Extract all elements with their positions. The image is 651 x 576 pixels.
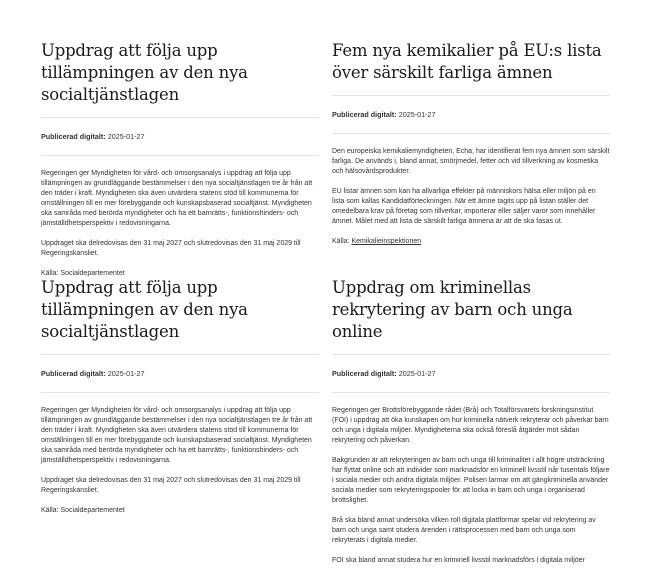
paragraph: FOI ska bland annat studera hur en kriminell livsstil marknadsförs i digitala miljöer	[332, 557, 585, 564]
published-date: 2025-01-27	[398, 110, 436, 119]
article-body	[41, 406, 319, 496]
source-name: Socialdepartementet	[60, 270, 125, 277]
paragraph: Uppdraget ska delredovisas den 31 maj 2027 och slutredovisas den 31 maj 2029 till Regeringskansliet.	[41, 477, 301, 494]
paragraph: EU listar ämnen som kan ha allvarliga effekter på människors hälsa eller miljön på en lista som kallas Kandidatförteckningen. När ett ämne tagits upp på listan ställer det omedelbara krav på företag som tillverkar, importerar eller säljer varor som innehåller ämnet. Målet med att lista de särskilt farliga ämnena är att de ska fasas ut.	[332, 188, 596, 225]
paragraph: Brå ska bland annat undersöka vilken roll digitala plattformar spelar vid rekrytering av barn och unga samt studera ärenden i rättsprocessen med barn och unga som rekryterats i digitala medier.	[332, 517, 596, 544]
publish-info	[332, 355, 610, 392]
published-label: Publicerad digitalt:	[41, 132, 106, 141]
paragraph: Bakgrunden är att rekryteringen av barn och unga till kriminalitet i allt högre utsträckning har flyttat online och att individer som marknadsför en kriminell livsstil når tusentals följare i sociala medier och andra digitala miljöer. Polisen larmar om att gängkriminella använder sociala medier som rekryteringspooler för att locka in barn och unga i organiserad brottslighet.	[332, 457, 610, 504]
publish-info	[41, 355, 319, 392]
divider	[332, 133, 610, 134]
paragraph: Regeringen ger Myndigheten för vård- och omsorgsanalys i uppdrag att följa upp tillämpningen av grundläggande bestämmelser i den nya socialtjänstlagen tre år från att den träder i kraft. Myndigheten ska även utvärdera statens stöd till kommunerna för omställningen till en mer förebyggande och kunskapsbaserad socialtjänst. Myndigheten ska samråda med berörda myndigheter och ha ett barnrätts-, funktionshinders- och jämställdhetsperspektiv i redovisningarna.	[41, 170, 313, 227]
news-article	[41, 277, 319, 516]
article-body	[332, 406, 610, 566]
article-title[interactable]: Fem nya kemikalier på EU:s lista över särskilt farliga ämnen	[332, 41, 602, 82]
source-label: Källa:	[41, 270, 59, 277]
paragraph: Uppdraget ska delredovisas den 31 maj 2027 och slutredovisas den 31 maj 2029 till Regeringskansliet.	[41, 240, 301, 257]
paragraph: Den europeiska kemikaliemyndigheten, Echa, har identifierat fem nya ämnen som särskilt farliga. De används i, bland annat, smörjmedel, fetter och vid tillverkning av kosmetika och hälsovårdsprodukter.	[332, 148, 610, 175]
paragraph: Regeringen ger Myndigheten för vård- och omsorgsanalys i uppdrag att följa upp tillämpningen av grundläggande bestämmelser i den nya socialtjänstlagen tre år från att den träder i kraft. Myndigheten ska även utvärdera statens stöd till kommunerna för omställningen till en mer förebyggande och kunskapsbaserad socialtjänst. Myndigheten ska samråda med berörda myndigheter och ha ett barnrätts-, funktionshinders- och jämställdhetsperspektiv i redovisningarna.	[41, 407, 313, 464]
published-label: Publicerad digitalt:	[41, 369, 106, 378]
source-link[interactable]: Kemikalieinspektionen	[351, 238, 422, 245]
paragraph: Regeringen ger Brottsförebyggande rådet (Brå) och Totalförsvarets forskningsinstitut (FOI) i uppdrag att öka kunskapen om hur kriminella nätverk rekryterar och påverkar barn och unga i digitala miljöer. Myndigheterna ska också föreslå åtgärder mot sådan rekrytering och påverkan.	[332, 407, 609, 444]
article-body	[41, 169, 319, 259]
source-name: Socialdepartementet	[60, 507, 125, 514]
published-label: Publicerad digitalt:	[332, 369, 397, 378]
divider	[41, 392, 319, 393]
divider	[332, 392, 610, 393]
article-title[interactable]: Uppdrag att följa upp tillämpningen av den nya socialtjänstlagen	[41, 41, 248, 104]
article-body	[332, 147, 610, 227]
article-title[interactable]: Uppdrag att följa upp tillämpningen av den nya socialtjänstlagen	[41, 278, 248, 341]
published-date: 2025-01-27	[398, 369, 436, 378]
source-label: Källa:	[332, 238, 350, 245]
news-article	[332, 277, 610, 576]
publish-info	[41, 118, 319, 155]
source	[332, 237, 610, 247]
source	[41, 506, 319, 516]
news-article	[41, 40, 319, 279]
published-date: 2025-01-27	[107, 369, 145, 378]
published-label: Publicerad digitalt:	[332, 110, 397, 119]
divider	[41, 155, 319, 156]
published-date: 2025-01-27	[107, 132, 145, 141]
source-label: Källa:	[41, 507, 59, 514]
publish-info	[332, 96, 610, 133]
article-title[interactable]: Uppdrag om kriminellas rekrytering av barn och unga online	[332, 278, 573, 341]
news-article	[332, 40, 610, 247]
